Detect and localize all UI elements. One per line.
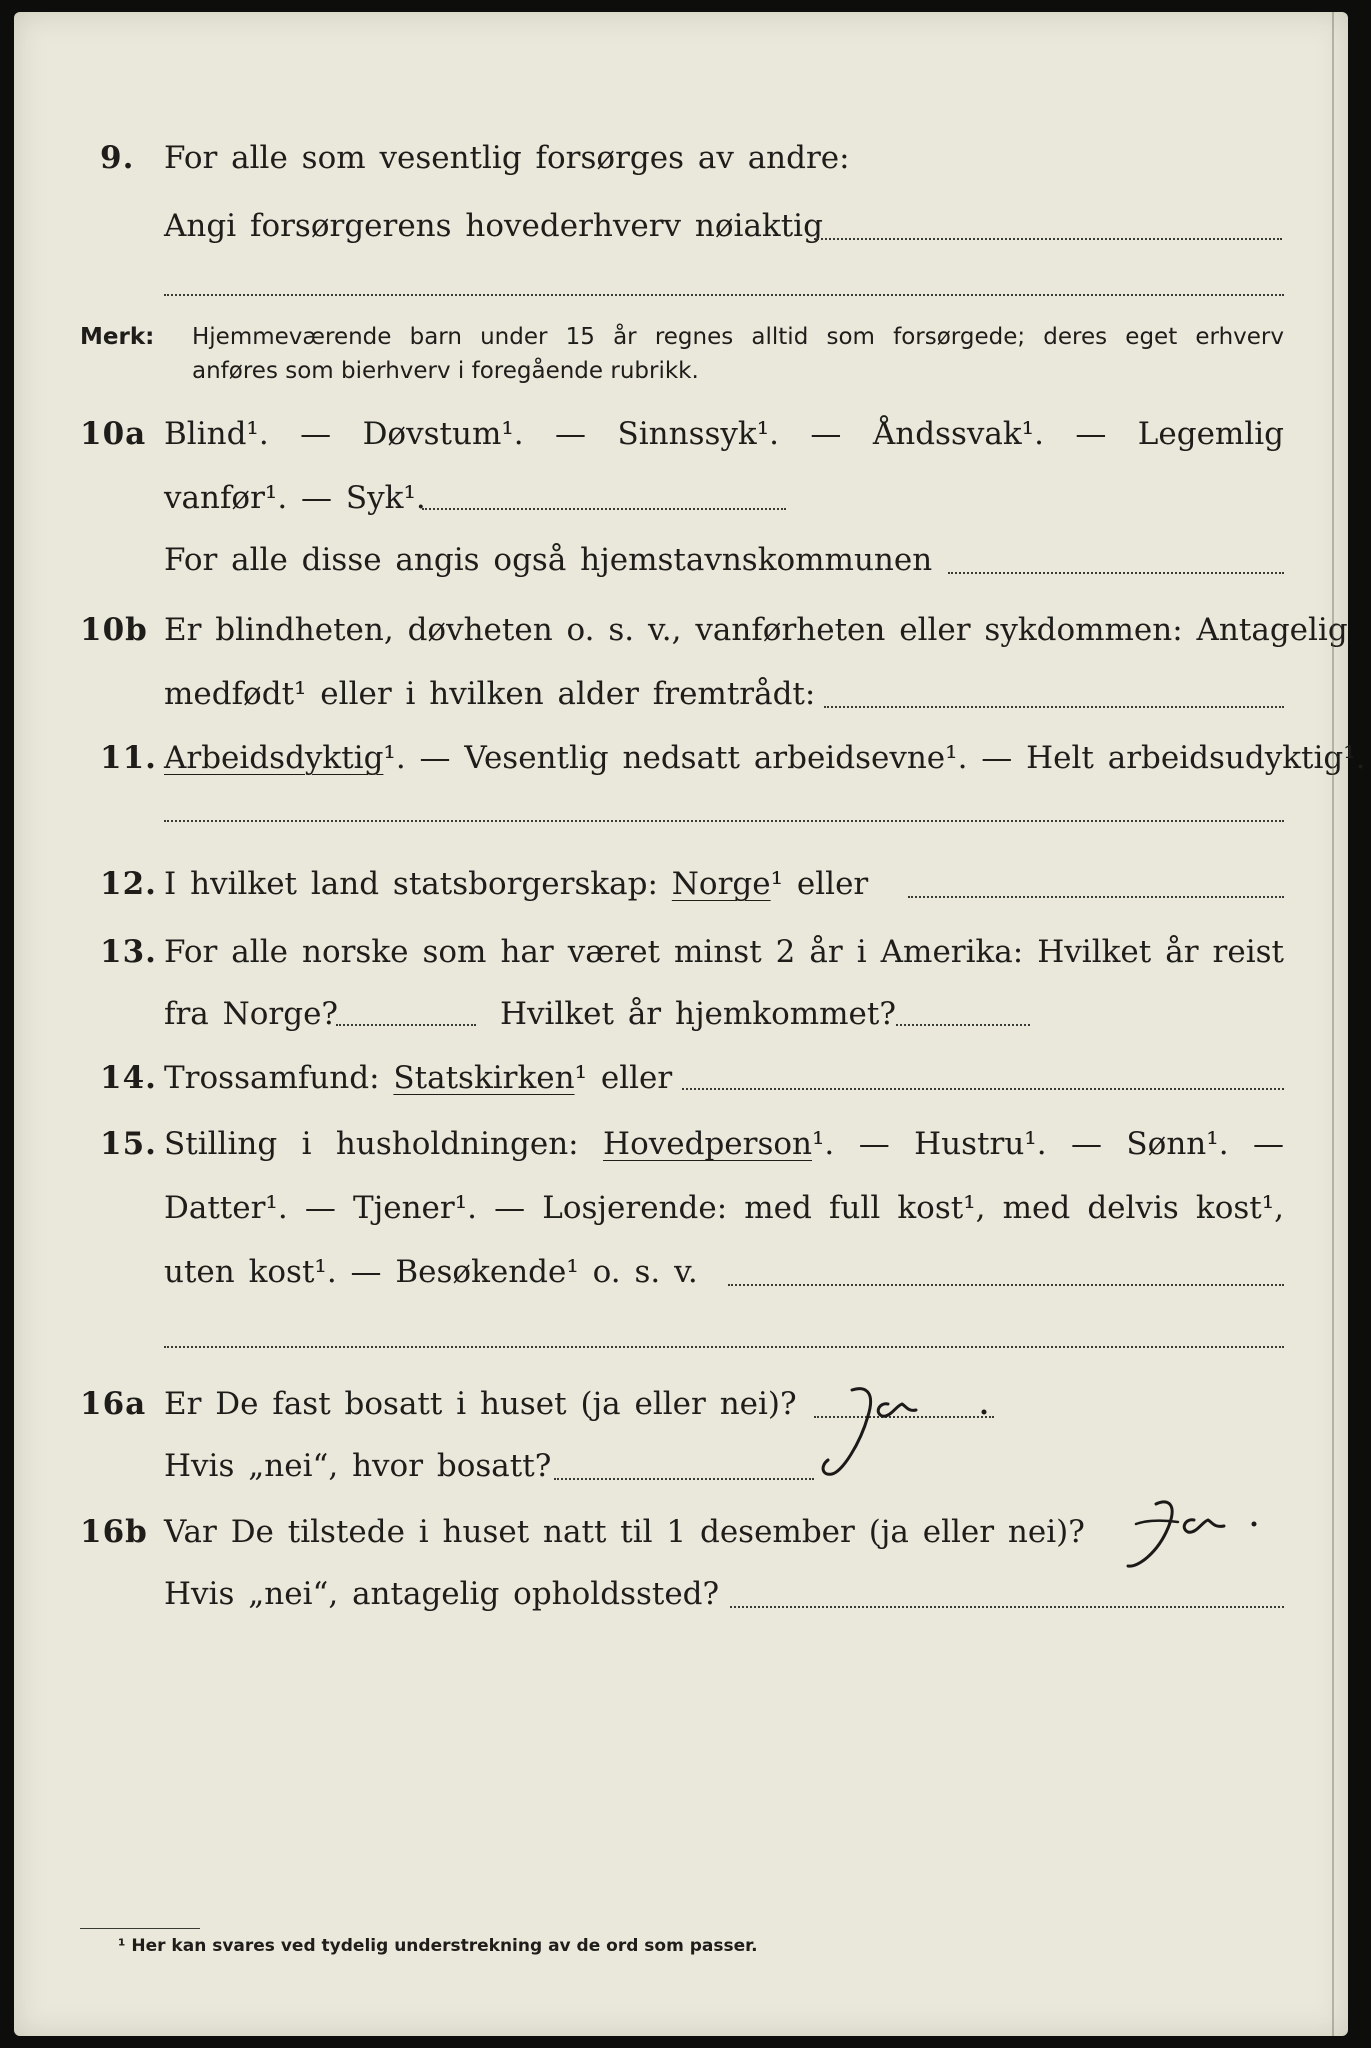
q16a-residence-field[interactable] — [554, 1478, 814, 1480]
q16b-handwritten-answer — [1094, 1490, 1294, 1594]
q13-return-label: Hvilket år hjemkommet? — [500, 996, 896, 1032]
q10a-home-municipality-label: For alle disse angis også hjemstavnskommunen — [164, 542, 933, 578]
q9-occupation-label: Angi forsørgerens hovederhverv nøiaktig — [164, 208, 823, 244]
q15-other-field[interactable] — [728, 1284, 1284, 1286]
footnote: ¹ Her kan svares ved tydelig understrekning av de ord som passer. — [118, 1936, 758, 1956]
q16a-residence-label: Hvis „nei“, hvor bosatt? — [164, 1448, 552, 1484]
merk-note-line2: anføres som bierhverv i foregående rubrikk. — [192, 358, 699, 384]
q15-number: 15. — [100, 1126, 157, 1162]
q12-suffix: ¹ eller — [770, 866, 869, 902]
q10b-question: Er blindheten, døvheten o. s. v., vanførheten eller sykdommen: Antagelig — [164, 612, 1348, 648]
q13-departure-label: fra Norge? — [164, 996, 339, 1032]
q10b-age-label: medfødt¹ eller i hvilken alder fremtrådt: — [164, 676, 816, 712]
q12-other-country-field[interactable] — [908, 896, 1284, 898]
page-crease — [1332, 12, 1334, 2036]
q13-departure-year-field[interactable] — [336, 1024, 476, 1026]
q14-number: 14. — [100, 1060, 157, 1096]
q10a-options-cont: vanfør¹. — Syk¹. — [164, 480, 426, 516]
q10a-number: 10a — [80, 416, 147, 452]
q16b-location-field[interactable] — [730, 1606, 1284, 1608]
q9-continuation-field[interactable] — [164, 294, 1284, 296]
merk-label: Merk: — [80, 324, 155, 350]
q16a-handwritten-answer — [804, 1382, 1004, 1496]
census-form-page — [14, 12, 1366, 2036]
q15-selected-option: Hovedperson — [603, 1126, 812, 1162]
q16a-question: Er De fast bosatt i huset (ja eller nei)? — [164, 1386, 797, 1422]
q14-label: Trossamfund: — [164, 1060, 380, 1096]
q15-options-line3: uten kost¹. — Besøkende¹ o. s. v. — [164, 1254, 698, 1290]
q13-question: For alle norske som har været minst 2 år i Amerika: Hvilket år reist — [164, 934, 1284, 970]
q13-number: 13. — [100, 934, 157, 970]
q10a-sick-field[interactable] — [422, 508, 786, 510]
q16b-question: Var De tilstede i huset natt til 1 desember (ja eller nei)? — [164, 1514, 1085, 1550]
q11-continuation-field[interactable] — [164, 820, 1284, 822]
q14-question — [164, 1060, 672, 1096]
q14-suffix: ¹ eller — [574, 1060, 673, 1096]
q11-options-rest: ¹. — Vesentlig nedsatt arbeidsevne¹. — Helt arbeidsudyktig¹. — [383, 740, 1366, 776]
q12-question — [164, 866, 868, 902]
q10a-options: Blind¹. — Døvstum¹. — Sinnssyk¹. — Åndssvak¹. — Legemlig — [164, 416, 1284, 452]
q15-continuation-field[interactable] — [164, 1346, 1284, 1348]
q9-question: For alle som vesentlig forsørges av andre: — [164, 140, 850, 176]
q10b-number: 10b — [80, 612, 148, 648]
q15-options-line2: Datter¹. — Tjener¹. — Losjerende: med full kost¹, med delvis kost¹, — [164, 1190, 1284, 1226]
q11-number: 11. — [100, 740, 157, 776]
q16b-number: 16b — [80, 1514, 148, 1550]
q12-number: 12. — [100, 866, 157, 902]
q15-options: ¹. — Hustru¹. — Sønn¹. — — [812, 1126, 1284, 1162]
q9-occupation-field[interactable] — [814, 238, 1282, 240]
q10a-home-municipality-field[interactable] — [948, 572, 1284, 574]
q9-number: 9. — [100, 140, 135, 176]
q12-selected-option: Norge — [671, 866, 771, 902]
q11-selected-option: Arbeidsdyktig — [164, 740, 384, 776]
merk-note-line1: Hjemmeværende barn under 15 år regnes alltid som forsørgede; deres eget erhverv — [192, 324, 1284, 350]
q16b-location-label: Hvis „nei“, antagelig opholdssted? — [164, 1576, 720, 1612]
q14-other-faith-field[interactable] — [682, 1088, 1284, 1090]
q10b-age-field[interactable] — [824, 706, 1284, 708]
q11-options — [164, 740, 1366, 776]
q16a-number: 16a — [80, 1386, 147, 1422]
q14-selected-option: Statskirken — [393, 1060, 575, 1096]
q12-label: I hvilket land statsborgerskap: — [164, 866, 658, 902]
q15-label: Stilling i husholdningen: — [164, 1126, 579, 1162]
q13-return-year-field[interactable] — [896, 1024, 1030, 1026]
footnote-separator — [80, 1928, 200, 1929]
q15-question — [164, 1126, 1284, 1162]
